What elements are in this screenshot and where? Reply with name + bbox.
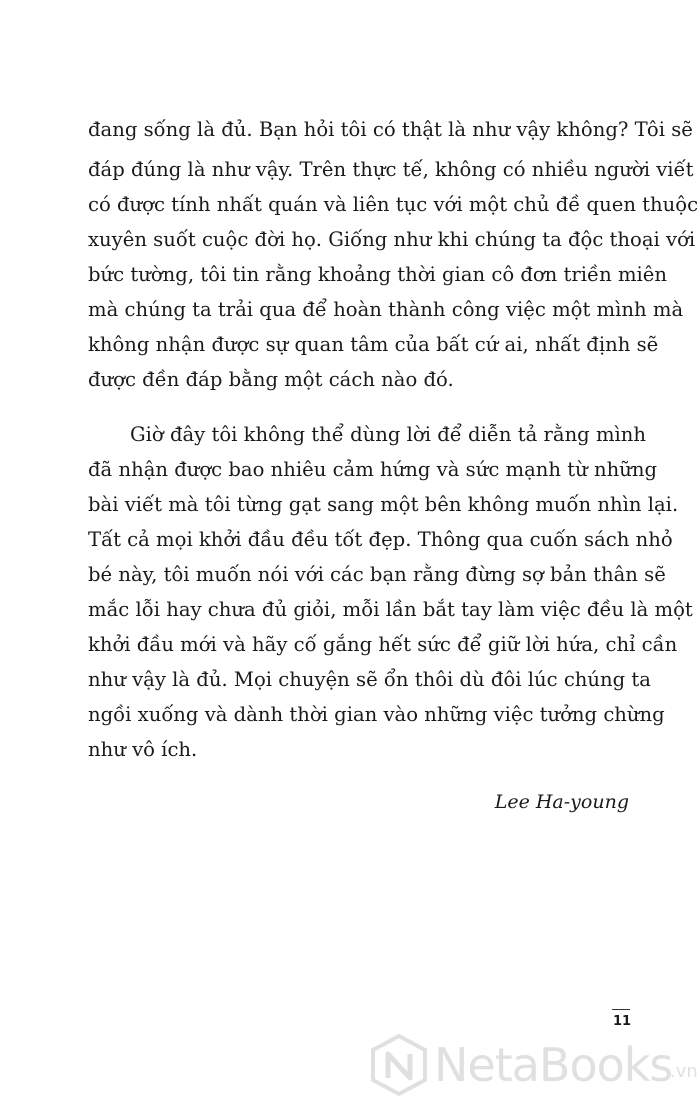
page-number: 11 (613, 1014, 632, 1029)
body-line: bức tường, tôi tin rằng khoảng thời gian cô đơn triền miên (88, 263, 668, 286)
body-line: Giờ đây tôi không thể dùng lời để diễn tả rằng mình (130, 423, 647, 446)
body-line: được đền đáp bằng một cách nào đó. (88, 368, 454, 391)
body-line: xuyên suốt cuộc đời họ. Giống như khi chúng ta độc thoại với (88, 228, 696, 251)
netabooks-logo-icon (370, 1034, 428, 1100)
body-line: có được tính nhất quán và liên tục với một chủ đề quen thuộc (88, 193, 699, 216)
author-signature: Lee Ha-young (494, 791, 629, 813)
body-line: như vô ích. (88, 738, 198, 761)
body-line: ngồi xuống và dành thời gian vào những việc tưởng chừng (88, 703, 665, 726)
body-line: Tất cả mọi khởi đầu đều tốt đẹp. Thông qua cuốn sách nhỏ (88, 528, 673, 551)
body-line: đang sống là đủ. Bạn hỏi tôi có thật là như vậy không? Tôi sẽ (88, 118, 693, 141)
watermark (370, 1030, 700, 1100)
body-line: không nhận được sự quan tâm của bất cứ ai, nhất định sẽ (88, 333, 659, 356)
body-line: khởi đầu mới và hãy cố gắng hết sức để giữ lời hứa, chỉ cần (88, 633, 678, 656)
body-line: mắc lỗi hay chưa đủ giỏi, mỗi lần bắt tay làm việc đều là một (88, 598, 693, 621)
watermark-brand: NetaBooks (434, 1038, 673, 1092)
body-line: đáp đúng là như vậy. Trên thực tế, không có nhiều người viết (88, 158, 694, 181)
body-line: như vậy là đủ. Mọi chuyện sẽ ổn thôi dù đôi lúc chúng ta (88, 668, 651, 691)
body-line: đã nhận được bao nhiêu cảm hứng và sức mạnh từ những (88, 458, 657, 481)
watermark-suffix: .vn (670, 1061, 698, 1082)
page-number-rule (612, 1009, 630, 1010)
body-line: bài viết mà tôi từng gạt sang một bên không muốn nhìn lại. (88, 493, 679, 516)
body-line: mà chúng ta trải qua để hoàn thành công việc một mình mà (88, 298, 684, 321)
body-line: bé này, tôi muốn nói với các bạn rằng đừng sợ bản thân sẽ (88, 563, 666, 586)
